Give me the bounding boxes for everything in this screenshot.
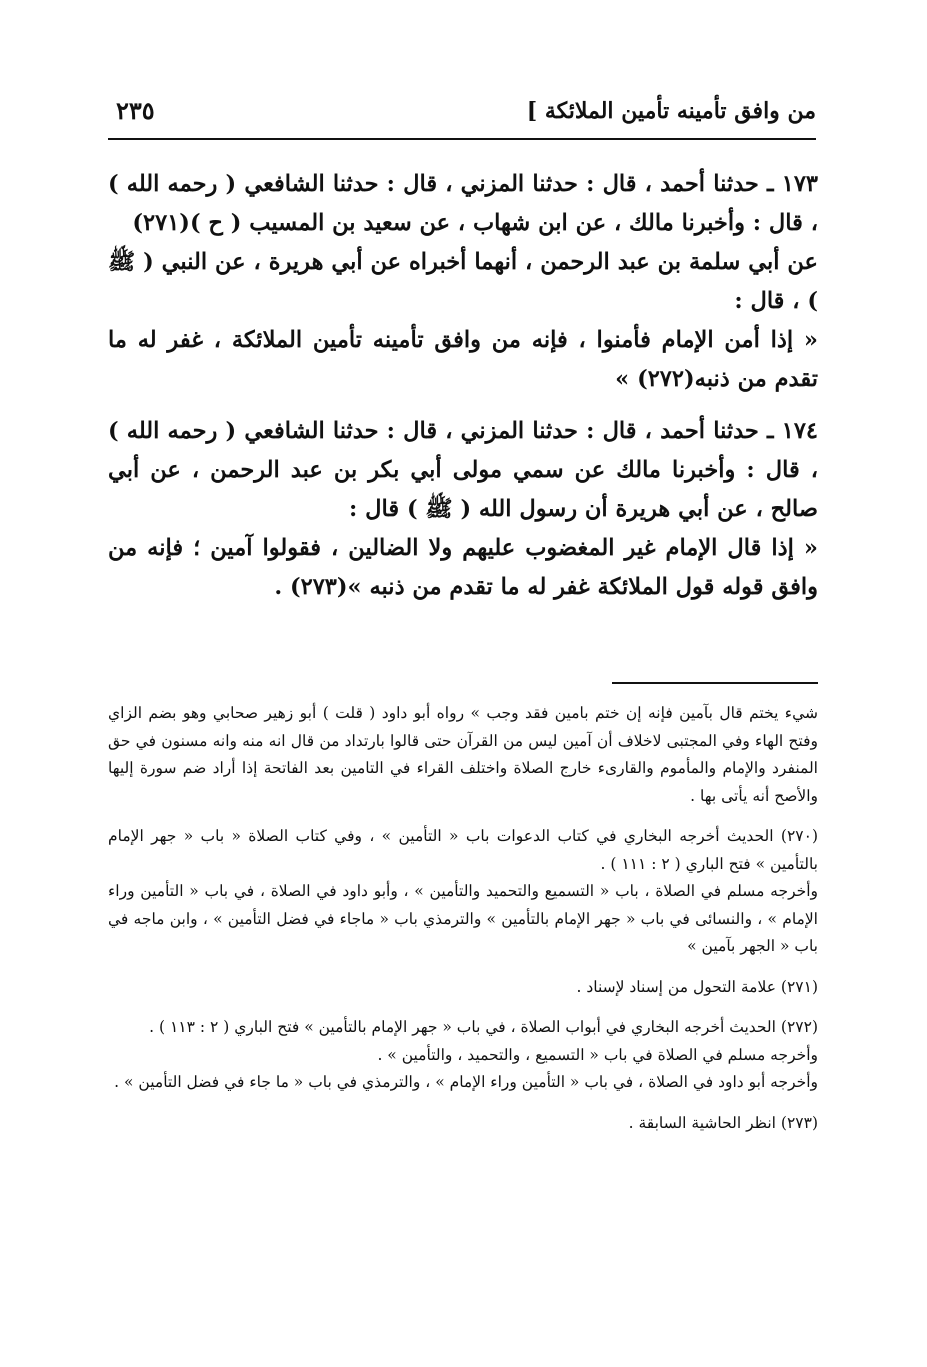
footnote-271: (٢٧١) علامة التحول من إسناد لإسناد .: [576, 977, 818, 996]
footnote-270-continued: وأخرجه مسلم في الصلاة ، باب « التسميع والتحميد والتأمين » ، وأبو داود في الصلاة ، في باب « التأمين وراء الإمام » ، والنسائى في باب « جهر الإمام بالتأمين » والترمذي باب « ماجاء في فضل التأمين » ، وابن ماجه في باب « الجهر بآمين »: [108, 882, 818, 955]
hadith-174-isnad: ١٧٤ ـ حدثنا أحمد ، قال : حدثنا المزني ، قال : حدثنا الشافعي ( رحمه الله ) ، قال : وأخبرنا مالك عن سمي مولى أبي بكر بن عبد الرحمن ، عن أبي صالح ، عن أبي هريرة أن رسول الله ( ﷺ ) قال :: [108, 418, 818, 522]
footnote-270: (٢٧٠) الحديث أخرجه البخاري في كتاب الدعوات باب « التأمين » ، وفي كتاب الصلاة « باب « جهر الإمام بالتأمين » فتح الباري ( ٢ : ١١١ ) .: [108, 827, 818, 873]
hadith-174-matn: « إذا قال الإمام غير المغضوب عليهم ولا الضالين ، فقولوا آمين ؛ فإنه من وافق قوله قول الملائكة غفر له ما تقدم من ذنبه »(٢٧٣) .: [108, 535, 818, 600]
page-header: [108, 92, 816, 140]
footnote-continuation: شيء يختم قال بآمين فإنه إن ختم بامين فقد وجب » رواه أبو داود ( قلت ) أبو زهير صحابي وهو بضم الزاي وفتح الهاء وفي المجتبى لاخلاف أن آمين ليس من القرآن حتى قالوا بارتداد من قال انه منه وانه مسنون في حق المنفرد والإمام والمأموم والقارىء خارج الصلاة واختلف القراء في التامين بعد الفاتحة إذا أراد ضم سورة إليها والأصح أنه يأتى بها .: [108, 704, 818, 805]
hadith-173-isnad-continued: عن أبي سلمة بن عبد الرحمن ، أنهما أخبراه عن أبي هريرة ، عن النبي ( ﷺ ) ، قال :: [108, 249, 818, 314]
main-text: [108, 165, 818, 607]
running-title: من وافق تأمينه تأمين الملائكة ]: [526, 98, 816, 124]
footnote-272: (٢٧٢) الحديث أخرجه البخاري في أبواب الصلاة ، في باب « جهر الإمام بالتأمين » فتح الباري ( ٢ : ١١٣ ) .: [149, 1018, 818, 1036]
footnote-272-muslim: وأخرجه مسلم في الصلاة في باب « التسميع ، والتحميد ، والتأمين » .: [377, 1045, 818, 1064]
page-number: ٢٣٥: [116, 96, 155, 125]
footnotes: [108, 700, 818, 1137]
hadith-173-isnad: ١٧٣ ـ حدثنا أحمد ، قال : حدثنا المزني ، قال : حدثنا الشافعي ( رحمه الله ) ، قال : وأخبرنا مالك ، عن ابن شهاب ، عن سعيد بن المسيب ( ح )(٢٧١): [108, 171, 818, 236]
footnote-273: (٢٧٣) انظر الحاشية السابقة .: [628, 1113, 818, 1132]
footnote-272-abudawud: وأخرجه أبو داود في الصلاة ، في باب « التأمين وراء الإمام » ، والترمذي في باب « ما جاء في فضل التأمين » .: [114, 1073, 818, 1091]
footnote-separator: [612, 682, 818, 684]
hadith-173-matn: « إذا أمن الإمام فأمنوا ، فإنه من وافق تأمينه تأمين الملائكة ، غفر له ما تقدم من ذنبه(٢٧٢) »: [108, 327, 818, 392]
header-rule: [108, 138, 816, 140]
